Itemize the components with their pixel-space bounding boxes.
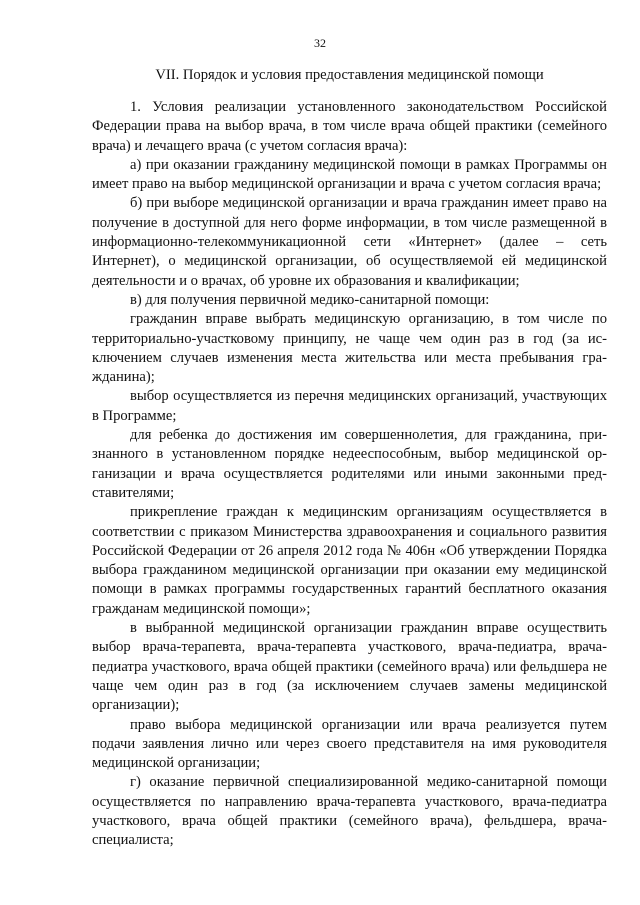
paragraph-7: для ребенка до достижения им совершеннолетия, для гражданина, признанного в установленном порядке недееспособным, выбор медицинской организации и врача осуществляется родителями или иными законными представителями; [92, 427, 607, 501]
paragraph-1: 1. Условия реализации установленного законодательством Российской Федерации права на выбор врача, в том числе врача общей практики (семейного врача) и лечащего врача (с учетом согласия врача): [92, 99, 607, 154]
paragraph-3: б) при выборе медицинской организации и врача гражданин имеет право на получение в доступной для него форме информации, в том числе размещенной в информационно-телекоммуникационной сети «Интернет» (далее – сеть Интернет), о медицинской организации, об осуществляемой ей медицинской деятельности и о врачах, об уровне их образования и квалификации; [92, 195, 607, 289]
document-body [92, 98, 607, 851]
paragraph-5: гражданин вправе выбрать медицинскую организацию, в том числе по территориально-участковому принципу, не чаще чем один раз в год (за исключением случаев изменения места жительства или места пребывания гражданина); [92, 311, 607, 386]
paragraph-6: выбор осуществляется из перечня медицинских организаций, участвующих в Программе; [92, 388, 607, 424]
page-number: 32 [314, 36, 326, 50]
paragraph-9: в выбранной медицинской организации гражданин вправе осуществить выбор врача-терапевта, врача-терапевта участкового, врача-педиатра, врача-педиатра участкового, врача общей практики (семейного врача) или фельдшера не чаще чем один раз в год (за исключением случаев замены медицинской организации); [92, 620, 607, 714]
paragraph-10: право выбора медицинской организации или врача реализуется путем подачи заявления лично или через своего представителя на имя руководителя медицинской организации; [92, 716, 607, 772]
paragraph-11: г) оказание первичной специализированной медико-санитарной помощи осуществляется по направлению врача-терапевта участкового, врача-педиатра участкового, врача общей практики (семейного врача), фельдшера, врача-специалиста; [92, 774, 607, 849]
paragraph-4: в) для получения первичной медико-санитарной помощи: [130, 291, 490, 308]
paragraph-8: прикрепление граждан к медицинским организациям осуществляется в соответствии с приказом Министерства здравоохранения и социального развития Российской Федерации от 26 апреля 2012 года № 406н «Об утверждении Порядка выбора гражданином медицинской организации при оказании ему медицинской помощи в рамках программы государственных гарантий бесплатного оказания гражданам медицинской помощи»; [92, 504, 607, 617]
paragraph-2: а) при оказании гражданину медицинской помощи в рамках Программы он имеет право на выбор медицинской организации и врача с учетом согласия врача; [92, 156, 607, 193]
section-title: VII. Порядок и условия предоставления медицинской помощи [155, 67, 544, 83]
